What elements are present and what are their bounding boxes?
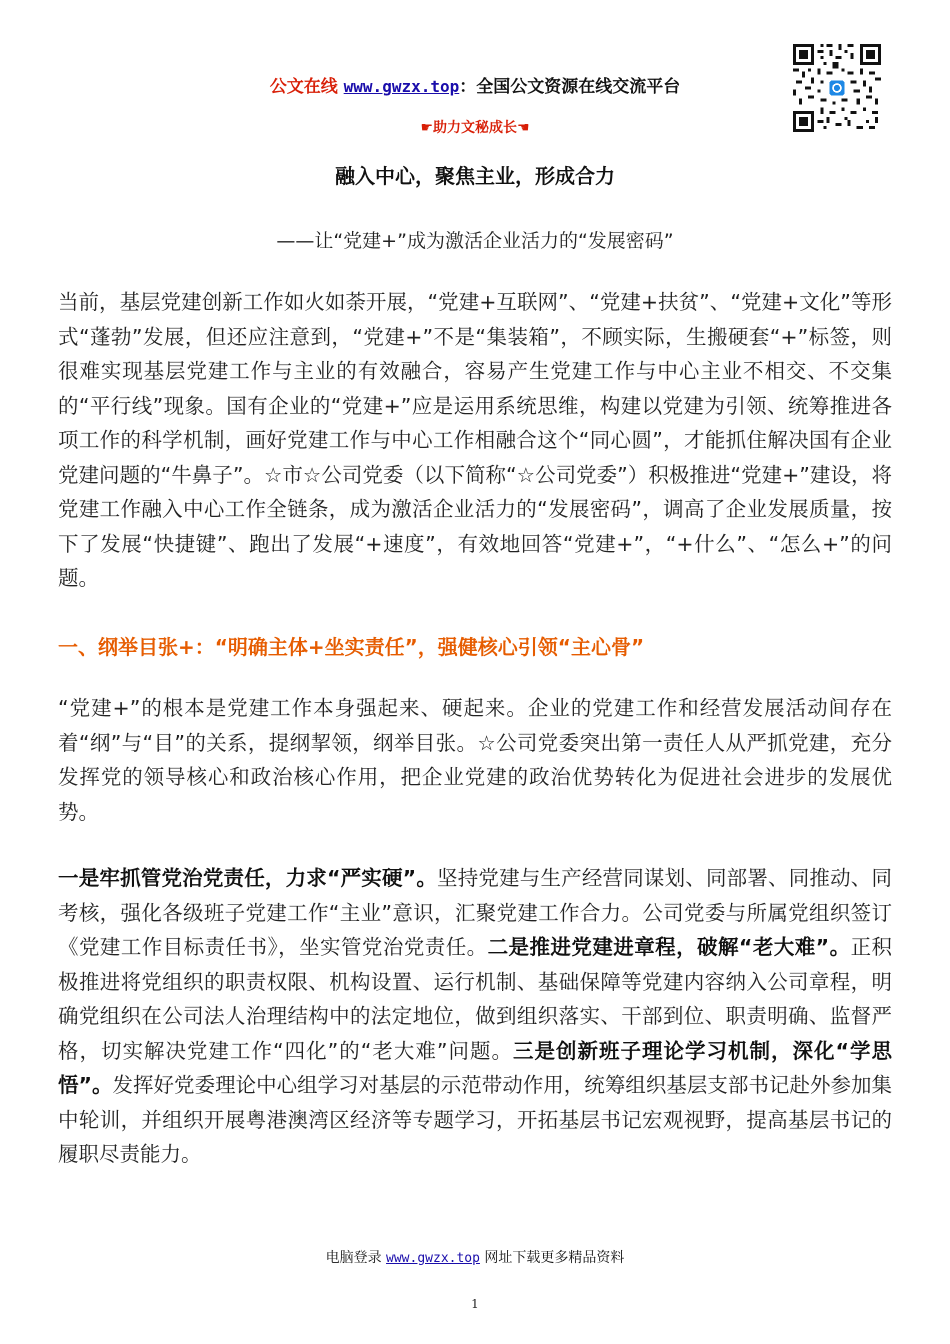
page-footer [0, 1247, 950, 1267]
point-1-body: 坚持党建与生产经营同谋划、同部署、同推动、同考核，强化各级班子党建工作“主业”意识，汇聚党建工作合力。公司党委与所属党组织签订《党建工作目标责任书》，坐实管党治党责任。 [58, 866, 892, 959]
qr-code-icon [793, 44, 881, 132]
page-number: 1 [471, 1297, 479, 1311]
section-body-paragraph: “党建+”的根本是党建工作本身强起来、硬起来。企业的党建工作和经营发展活动间存在着“纲”与“目”的关系，提纲挈领，纲举目张。☆公司党委突出第一责任人从严抓党建，充分发挥党的领导核心和政治核心作用，把企业党建的政治优势转化为促进社会进步的发展优势。 [58, 696, 892, 824]
tagline: ☛助力文秘成长☚ [420, 120, 530, 136]
points-paragraph [58, 861, 892, 1172]
footer-prefix: 电脑登录 [325, 1250, 382, 1266]
brand-name: 公文在线 [269, 77, 338, 97]
header-separator: ： [459, 77, 477, 97]
point-2-body: 正积极推进将党组织的职责权限、机构设置、运行机制、基础保障等党建内容纳入公司章程，明确党组织在公司法人治理结构中的法定地位，做到组织落实、干部到位、职责明确、监督严格，切实解决党建工作“四化”的“老大难”问题。 [58, 935, 893, 1063]
intro-paragraph: 当前，基层党建创新工作如火如荼开展，“党建+互联网”、“党建+扶贫”、“党建+文化”等形式“蓬勃”发展，但还应注意到，“党建+”不是“集装箱”，不顾实际，生搬硬套“+”标签，则很难实现基层党建工作与主业的有效融合，容易产生党建工作与中心主业不相交、不交集的“平行线”现象。国有企业的“党建+”应是运用系统思维，构建以党建为引领、统筹推进各项工作的科学机制，画好党建工作与中心工作相融合这个“同心圆”，才能抓住解决国有企业党建问题的“牛鼻子”。☆市☆公司党委（以下简称“☆公司党委”）积极推进“党建+”建设，将党建工作融入中心工作全链条，成为激活企业活力的“发展密码”，调高了企业发展质量，按下了发展“快捷键”、跑出了发展“+速度”，有效地回答“党建+”，“+什么”、“怎么+”的问题。 [58, 290, 892, 590]
point-2-lead: 二是推进党建进章程，破解“老大难”。 [487, 935, 851, 959]
footer-url-link[interactable]: www.gwzx.top [386, 1251, 480, 1266]
site-slogan: 全国公文资源在线交流平台 [476, 77, 681, 97]
site-url-link[interactable]: www.gwzx.top [343, 77, 460, 96]
point-3-lead: 三是创新班子理论学习机制，深化“学思悟”。 [58, 1038, 892, 1097]
point-3-body: 发挥好党委理论中心组学习对基层的示范带动作用，统筹组织基层支部书记赴外参加集中轮训，并组织开展粤港澳湾区经济等专题学习，开拓基层书记宏观视野，提高基层书记的履职尽责能力。 [58, 1073, 892, 1166]
footer-suffix: 网址下载更多精品资料 [484, 1250, 625, 1266]
document-title: 融入中心，聚焦主业，形成合力 [335, 164, 615, 188]
document-subtitle: ——让“党建+”成为激活企业活力的“发展密码” [276, 230, 674, 252]
section-heading: 一、纲举目张+：“明确主体+坐实责任”，强健核心引领“主心骨” [58, 635, 645, 659]
point-1-lead: 一是牢抓管党治党责任，力求“严实硬”。 [58, 866, 438, 890]
